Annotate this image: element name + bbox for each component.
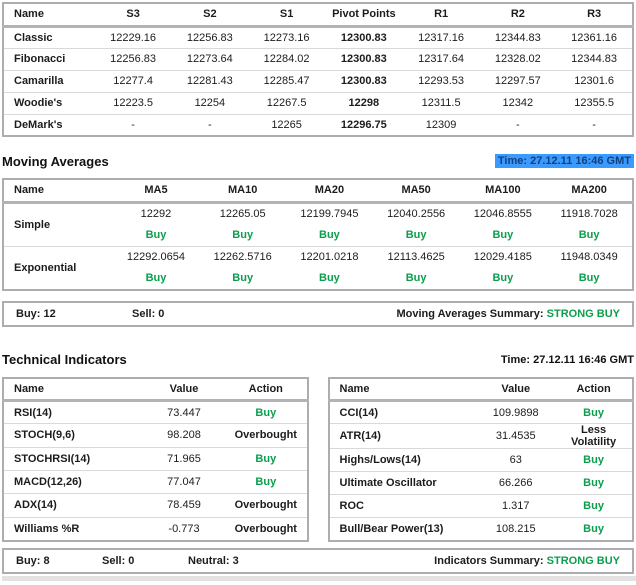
table-row (329, 495, 634, 518)
pivot-s1: 12273.16 (263, 31, 310, 44)
ma-action: Buy (319, 271, 340, 284)
ma-action: Buy (145, 271, 167, 284)
pivot-row-name: Camarilla (3, 70, 95, 92)
indicator-value: 1.317 (476, 495, 555, 518)
ma-header-ma5: MA5 (113, 179, 200, 202)
table-row (3, 424, 308, 447)
indicator-name: ROC (329, 495, 477, 518)
indicators-header-row (329, 378, 634, 401)
indicator-action: Buy (583, 406, 604, 419)
moving-averages-timestamp: Time: 27.12.11 16:46 GMT (495, 154, 634, 168)
pivot-s1: 12284.02 (248, 48, 325, 70)
ma-value: 12113.4625 (387, 250, 445, 263)
indicator-value: 108.215 (476, 518, 555, 541)
bottom-edge-strip (2, 576, 636, 581)
moving-averages-title: Moving Averages (2, 153, 109, 169)
indicator-name: Bull/Bear Power(13) (329, 518, 477, 541)
pivot-r1: 12311.5 (403, 92, 480, 114)
ma-cell (546, 246, 633, 290)
indicators-header-action: Action (555, 378, 633, 401)
pivot-r2: 12328.02 (479, 48, 556, 70)
indicators-header-name: Name (3, 378, 143, 401)
technical-indicators-title: Technical Indicators (2, 352, 127, 367)
indicator-action: Buy (255, 406, 277, 419)
technical-indicators-timestamp: Time: 27.12.11 16:46 GMT (500, 353, 634, 366)
table-row (3, 92, 633, 114)
ma-value: 12292 (140, 207, 172, 220)
pivot-r2: 12342 (479, 92, 556, 114)
indicator-action: Buy (225, 447, 307, 470)
indicator-name: CCI(14) (339, 406, 379, 419)
pivot-row-name: DeMark's (3, 114, 95, 136)
pivot-header-r2: R2 (479, 3, 556, 26)
table-row (3, 401, 308, 424)
ma-cell (459, 246, 546, 290)
pivot-header-row (3, 3, 633, 26)
pivot-r3: 12301.6 (556, 70, 633, 92)
indicator-value: 109.9898 (492, 406, 539, 419)
table-row (329, 472, 634, 495)
pivot-s3: 12229.16 (110, 31, 157, 44)
pivot-pp: 12300.83 (325, 70, 403, 92)
pivot-header-s2: S2 (171, 3, 248, 26)
pivot-r3: 12344.83 (556, 48, 633, 70)
table-row (329, 518, 634, 541)
ma-header-ma100: MA100 (459, 179, 546, 202)
table-row (3, 26, 633, 48)
indicator-action: Less Volatility (555, 424, 633, 449)
indicator-value: 66.266 (476, 472, 555, 495)
ma-cell (459, 202, 546, 246)
ma-header-ma10: MA10 (199, 179, 286, 202)
ma-value: 12265.05 (219, 207, 266, 220)
ma-buy-count: Buy: 12 (16, 307, 56, 320)
indicator-value: 98.208 (143, 424, 225, 447)
indicators-sell-count: Sell: 0 (102, 554, 135, 567)
indicator-value: 71.965 (143, 447, 225, 470)
ma-row-name: Exponential (3, 246, 113, 290)
table-row (3, 246, 633, 290)
indicator-name: STOCH(9,6) (3, 424, 143, 447)
ma-action: Buy (492, 271, 514, 284)
indicators-header-name: Name (329, 378, 477, 401)
pivot-pp: 12298 (325, 92, 403, 114)
pivot-s1: 12267.5 (248, 92, 325, 114)
pivot-s2: 12256.83 (186, 31, 233, 44)
pivot-points-table (2, 2, 634, 137)
pivot-r1: 12293.53 (403, 70, 480, 92)
ma-cell (373, 202, 460, 246)
pivot-s2: 12281.43 (171, 70, 248, 92)
ma-header-ma50: MA50 (373, 179, 460, 202)
indicator-name: ADX(14) (3, 494, 143, 517)
indicator-value: 77.047 (143, 470, 225, 493)
table-row (329, 424, 634, 449)
ma-action: Buy (578, 228, 600, 241)
indicator-action: Overbought (225, 424, 307, 447)
ma-value: 12292.0654 (126, 250, 186, 263)
ma-action: Buy (232, 271, 254, 284)
pivot-r2: - (479, 114, 556, 136)
pivot-r2: 12344.83 (494, 31, 541, 44)
ma-header-name: Name (3, 179, 113, 202)
indicator-name: Ultimate Oscillator (329, 472, 477, 495)
indicator-value: 78.459 (143, 494, 225, 517)
table-row (3, 48, 633, 70)
ma-cell (286, 202, 373, 246)
pivot-pp: 12300.83 (340, 31, 387, 44)
pivot-s3: 12277.4 (95, 70, 172, 92)
ma-summary-label: Moving Averages Summary: STRONG BUY (396, 307, 620, 320)
pivot-header-s3: S3 (95, 3, 172, 26)
pivot-row-name: Classic (14, 31, 53, 44)
ma-header-ma200: MA200 (546, 179, 633, 202)
indicator-name: Highs/Lows(14) (329, 449, 477, 472)
ma-value: 12029.4185 (473, 250, 532, 263)
pivot-r3: 12361.16 (571, 31, 618, 44)
indicator-action: Buy (225, 470, 307, 493)
moving-averages-summary-bar (2, 301, 634, 327)
ma-value: 12046.8555 (473, 207, 532, 220)
pivot-r3: 12355.5 (556, 92, 633, 114)
table-row (329, 449, 634, 472)
table-row (329, 401, 634, 424)
indicator-action: Buy (555, 495, 633, 518)
ma-cell (113, 202, 200, 246)
indicator-action: Overbought (225, 494, 307, 517)
indicator-action: Buy (555, 472, 633, 495)
indicators-summary-label: Indicators Summary: STRONG BUY (434, 554, 620, 567)
ma-action: Buy (492, 228, 514, 241)
ma-action: Buy (405, 228, 427, 241)
indicator-action: Buy (555, 449, 633, 472)
table-row (3, 114, 633, 136)
ma-cell (199, 246, 286, 290)
pivot-s2: 12254 (171, 92, 248, 114)
indicators-header-value: Value (143, 378, 225, 401)
pivot-r1: 12309 (403, 114, 480, 136)
pivot-s3: - (95, 114, 172, 136)
indicator-name: STOCHRSI(14) (3, 447, 143, 470)
pivot-r2: 12297.57 (479, 70, 556, 92)
pivot-s3: 12223.5 (95, 92, 172, 114)
pivot-header-r3: R3 (556, 3, 633, 26)
indicators-buy-count: Buy: 8 (16, 554, 50, 567)
table-row (3, 70, 633, 92)
pivot-header-s1: S1 (248, 3, 325, 26)
table-row (3, 517, 308, 540)
ma-cell (546, 202, 633, 246)
indicator-name: MACD(12,26) (3, 470, 143, 493)
ma-summary-value: STRONG BUY (546, 307, 620, 320)
ma-value: 12199.7945 (300, 207, 359, 220)
indicator-value: 63 (476, 449, 555, 472)
pivot-s1: 12265 (248, 114, 325, 136)
ma-cell (373, 246, 460, 290)
indicator-action: Buy (555, 518, 633, 541)
indicators-summary-bar (2, 548, 634, 574)
pivot-row-name: Fibonacci (3, 48, 95, 70)
pivot-s3: 12256.83 (95, 48, 172, 70)
indicators-header-action: Action (225, 378, 307, 401)
pivot-header-pp: Pivot Points (325, 3, 403, 26)
indicators-table-right (328, 377, 635, 542)
indicator-value: 73.447 (167, 406, 201, 419)
indicator-name: ATR(14) (329, 424, 477, 449)
table-row (3, 447, 308, 470)
indicators-header-value: Value (476, 378, 555, 401)
ma-header-row (3, 179, 633, 202)
ma-sell-count: Sell: 0 (132, 307, 165, 320)
ma-cell (113, 246, 200, 290)
indicator-value: 31.4535 (476, 424, 555, 449)
pivot-pp: 12300.83 (325, 48, 403, 70)
pivot-pp: 12296.75 (325, 114, 403, 136)
pivot-r1: 12317.16 (418, 31, 465, 44)
ma-action: Buy (319, 228, 340, 241)
ma-value: 12262.5716 (213, 250, 272, 263)
ma-value: 12201.0218 (300, 250, 359, 263)
indicators-summary-value: STRONG BUY (546, 554, 620, 567)
moving-averages-table (2, 178, 634, 291)
pivot-s2: - (171, 114, 248, 136)
ma-action: Buy (232, 228, 254, 241)
indicator-action: Overbought (225, 517, 307, 540)
ma-value: 12040.2556 (387, 207, 446, 220)
pivot-header-name: Name (3, 3, 95, 26)
table-row (3, 494, 308, 517)
pivot-header-r1: R1 (403, 3, 480, 26)
ma-header-ma20: MA20 (286, 179, 373, 202)
table-row (3, 470, 308, 493)
pivot-r1: 12317.64 (403, 48, 480, 70)
indicator-value: -0.773 (143, 517, 225, 540)
indicator-name: RSI(14) (14, 406, 52, 419)
indicator-name: Williams %R (3, 517, 143, 540)
ma-action: Buy (405, 271, 427, 284)
indicators-table-left (2, 377, 309, 542)
ma-cell (286, 246, 373, 290)
indicators-header-row (3, 378, 308, 401)
ma-action: Buy (145, 228, 167, 241)
indicators-neutral-count: Neutral: 3 (188, 554, 239, 567)
ma-action: Buy (578, 271, 600, 284)
ma-cell (199, 202, 286, 246)
ma-value: 11918.7028 (560, 207, 618, 220)
pivot-row-name: Woodie's (3, 92, 95, 114)
pivot-r3: - (556, 114, 633, 136)
ma-value: 11948.0349 (560, 250, 618, 263)
pivot-s1: 12285.47 (248, 70, 325, 92)
table-row (3, 202, 633, 246)
ma-row-name: Simple (14, 218, 51, 231)
pivot-s2: 12273.64 (171, 48, 248, 70)
